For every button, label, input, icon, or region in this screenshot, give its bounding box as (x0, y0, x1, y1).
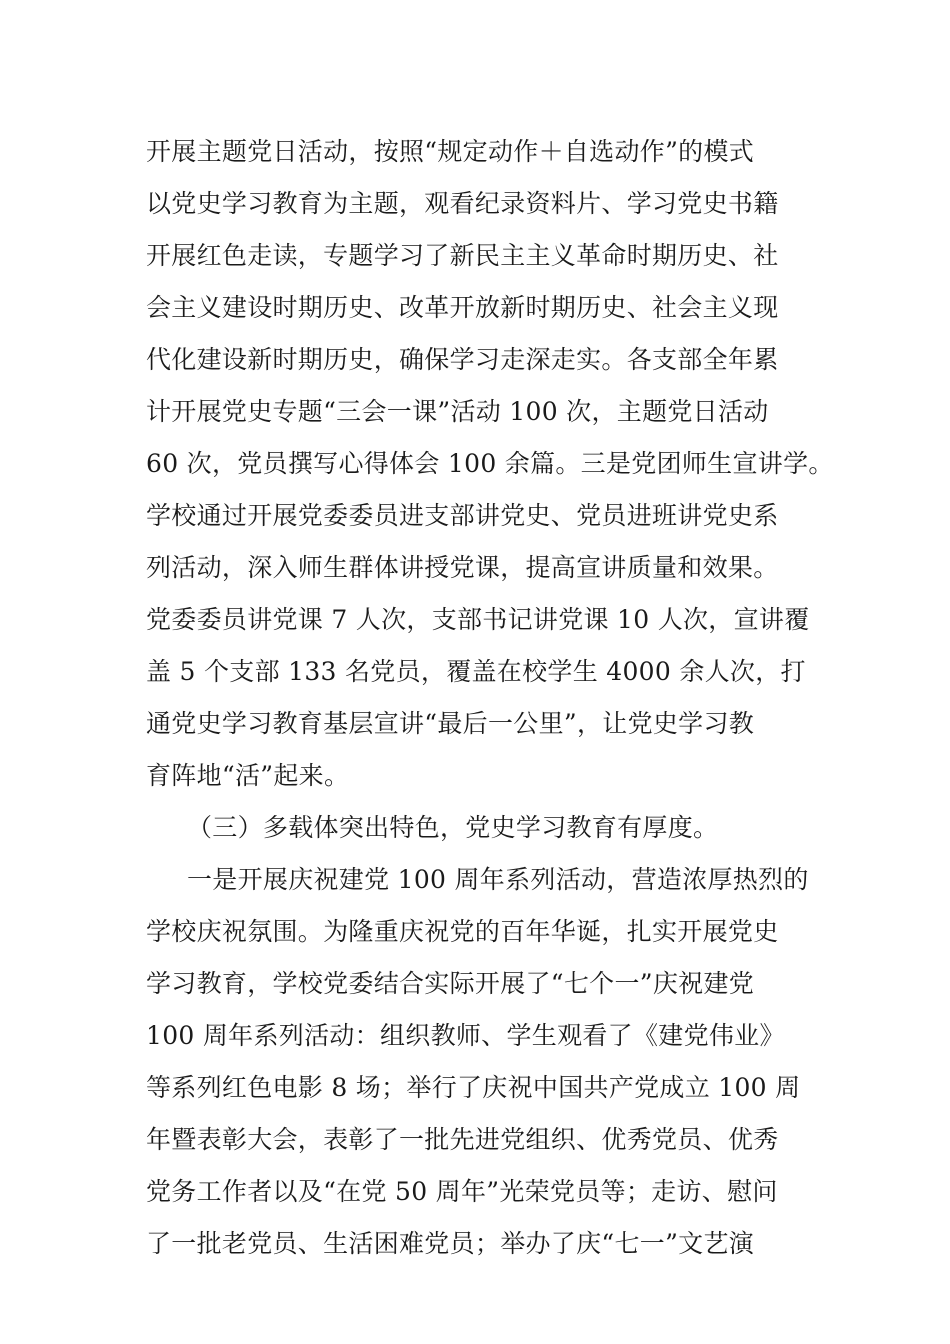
text-line-10: 党委委员讲党课 7 人次，支部书记讲党课 10 人次，宣讲覆 (146, 605, 810, 634)
text-line-6: 计开展党史专题“三会一课”活动 100 次，主题党日活动 (146, 397, 769, 426)
text-line-13: 育阵地“活”起来。 (146, 761, 350, 790)
text-line-3: 开展红色走读，专题学习了新民主主义革命时期历史、社 (146, 241, 779, 270)
text-line-22: 了一批老党员、生活困难党员；举办了庆“七一”文艺演 (146, 1229, 755, 1258)
text-line-18: 100 周年系列活动：组织教师、学生观看了《建党伟业》 (146, 1021, 785, 1050)
text-line-9: 列活动，深入师生群体讲授党课，提高宣讲质量和效果。 (146, 553, 779, 582)
text-line-20: 年暨表彰大会，表彰了一批先进党组织、优秀党员、优秀 (146, 1125, 779, 1154)
text-line-8: 学校通过开展党委委员进支部讲党史、党员进班讲党史系 (146, 501, 779, 530)
text-line-19: 等系列红色电影 8 场；举行了庆祝中国共产党成立 100 周 (146, 1073, 801, 1102)
section-heading: （三）多载体突出特色，党史学习教育有厚度。 (187, 813, 719, 842)
text-line-2: 以党史学习教育为主题，观看纪录资料片、学习党史书籍 (146, 189, 779, 218)
text-line-5: 代化建设新时期历史，确保学习走深走实。各支部全年累 (146, 345, 779, 374)
text-line-11: 盖 5 个支部 133 名党员，覆盖在校学生 4000 余人次，打 (146, 657, 806, 686)
text-line-16: 学校庆祝氛围。为隆重庆祝党的百年华诞，扎实开展党史 (146, 917, 779, 946)
text-line-15: 一是开展庆祝建党 100 周年系列活动，营造浓厚热烈的 (187, 865, 809, 894)
text-line-7: 60 次，党员撰写心得体会 100 余篇。三是党团师生宣讲学。 (146, 449, 834, 478)
text-line-12: 通党史学习教育基层宣讲“最后一公里”，让党史学习教 (146, 709, 755, 738)
text-line-1: 开展主题党日活动，按照“规定动作＋自选动作”的模式 (146, 137, 755, 166)
text-line-21: 党务工作者以及“在党 50 周年”光荣党员等；走访、慰问 (146, 1177, 778, 1206)
text-line-4: 会主义建设时期历史、改革开放新时期历史、社会主义现 (146, 293, 779, 322)
text-line-17: 学习教育，学校党委结合实际开展了“七个一”庆祝建党 (146, 969, 755, 998)
